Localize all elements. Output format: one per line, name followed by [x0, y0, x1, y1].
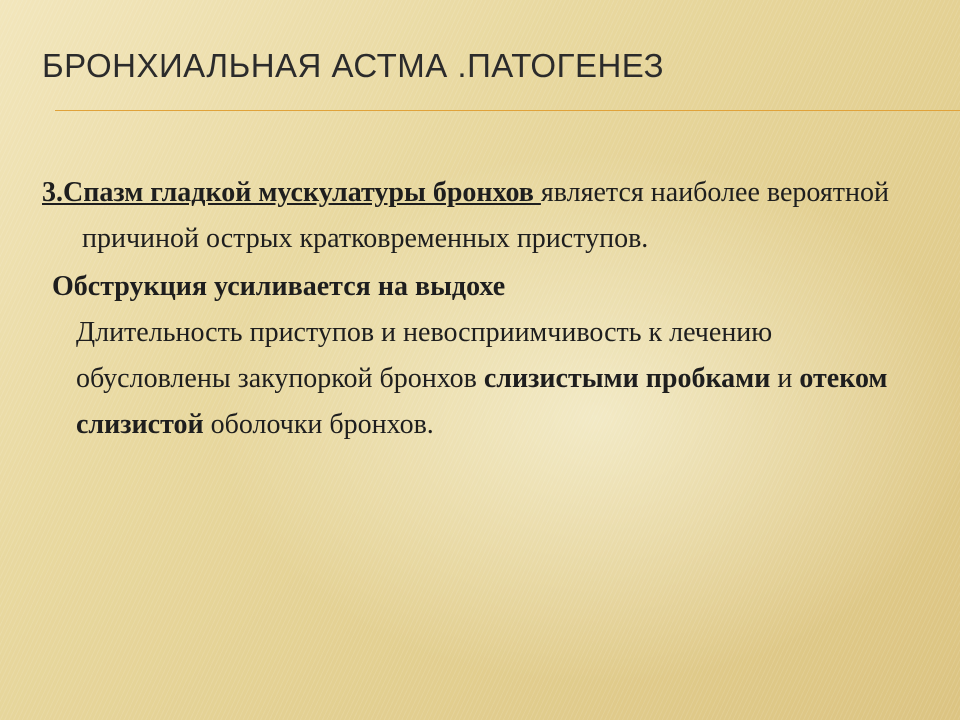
duration-text-1: Длительность приступов и невосприимчивость к лечению обусловлены закупоркой бронхов — [76, 317, 773, 394]
slide-body — [42, 170, 902, 448]
duration-text-3: оболочки бронхов. — [203, 409, 434, 440]
bronchospasm-text: является наиболее вероятной причиной острых кратковременных приступов. — [82, 177, 889, 254]
paragraph-obstruction — [52, 264, 902, 310]
obstruction-text: Обструкция усиливается на выдохе — [52, 271, 506, 302]
duration-text-2: и — [770, 363, 800, 394]
mucus-plugs-text: слизистыми пробками — [483, 363, 771, 394]
mucosal-edema-text: отеком слизистой — [76, 363, 888, 440]
bronchospasm-heading: 3.Спазм гладкой мускулатуры бронхов — [42, 177, 541, 208]
title-divider — [55, 110, 960, 111]
slide-title: БРОНХИАЛЬНАЯ АСТМА .ПАТОГЕНЕЗ — [42, 47, 665, 84]
paragraph-bronchospasm — [42, 170, 902, 262]
paragraph-duration — [36, 310, 902, 448]
